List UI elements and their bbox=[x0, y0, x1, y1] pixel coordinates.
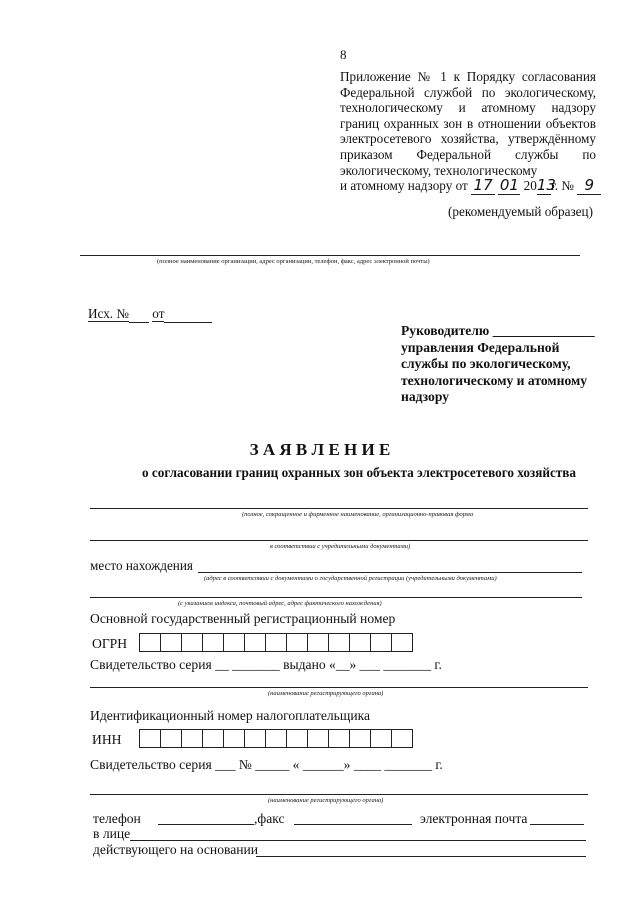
location-line[interactable] bbox=[198, 572, 582, 573]
ogrn-cell[interactable] bbox=[160, 633, 182, 652]
person-label: в лице bbox=[93, 826, 131, 841]
inn-cell[interactable] bbox=[391, 729, 413, 748]
date-day: 17 bbox=[471, 178, 495, 195]
appendix-date-line bbox=[340, 178, 596, 195]
caption-organ-1: (наименование регистрирующего органа) bbox=[268, 690, 384, 697]
addressee-block bbox=[401, 323, 595, 406]
ogrn-heading: Основной государственный регистрационный номер bbox=[90, 611, 396, 626]
inn-cell[interactable] bbox=[328, 729, 350, 748]
addressee-line: Руководителю _______________ bbox=[401, 323, 595, 338]
ogrn-cell[interactable] bbox=[244, 633, 266, 652]
inn-cell[interactable] bbox=[307, 729, 329, 748]
organ2-line[interactable] bbox=[90, 794, 588, 795]
appendix-line: экологическому, технологическому bbox=[340, 162, 538, 178]
year-prefix: 20 bbox=[523, 178, 537, 194]
year-postfix: г. № bbox=[550, 178, 574, 194]
fullname-line[interactable] bbox=[90, 508, 588, 509]
outgoing-from: от bbox=[152, 306, 165, 321]
inn-cell[interactable] bbox=[265, 729, 287, 748]
ogrn-cell[interactable] bbox=[307, 633, 329, 652]
outgoing-number bbox=[88, 306, 212, 323]
ogrn-cell[interactable] bbox=[202, 633, 224, 652]
appendix-line: Приложение № 1 к Порядку согласования bbox=[340, 69, 596, 84]
fax-field[interactable] bbox=[294, 824, 412, 825]
addressee-line: службы по экологическому, bbox=[401, 356, 571, 371]
order-number: 9 bbox=[577, 178, 601, 195]
date-month: 01 bbox=[499, 176, 519, 195]
caption-postal: (с указанием индекса, почтовый адрес, адрес фактического нахождения) bbox=[178, 600, 382, 607]
addressee-line: управления Федеральной bbox=[401, 339, 560, 355]
basis-label: действующего на основании bbox=[93, 842, 259, 857]
appendix-line: технологическому и атомному надзору bbox=[340, 100, 596, 116]
caption-charter: в соответствии с учредительными документами) bbox=[270, 543, 411, 550]
phone-label: телефон bbox=[93, 811, 141, 826]
inn-cell[interactable] bbox=[181, 729, 203, 748]
inn-label: ИНН bbox=[92, 732, 122, 747]
caption-address: (адрес в соответствии с документами о государственной регистрации (учредительными документами) bbox=[204, 575, 497, 582]
postal-line[interactable] bbox=[90, 597, 582, 598]
ogrn-cell[interactable] bbox=[391, 633, 413, 652]
document-subtitle: о согласовании границ охранных зон объекта электросетевого хозяйства bbox=[142, 465, 577, 480]
inn-cell[interactable] bbox=[370, 729, 392, 748]
appendix-line: приказом Федеральной службы по bbox=[340, 146, 596, 162]
inn-heading: Идентификационный номер налогоплательщика bbox=[90, 708, 371, 723]
org-caption: (полное наименование организации, адрес организации, телефон, факс, адрес электронной почты) bbox=[157, 258, 430, 265]
charter-line[interactable] bbox=[90, 540, 588, 541]
ogrn-cell[interactable] bbox=[139, 633, 161, 652]
org-line[interactable] bbox=[80, 255, 580, 256]
ogrn-cell[interactable] bbox=[181, 633, 203, 652]
date-prefix: и атомному надзору от bbox=[340, 178, 468, 194]
email-field[interactable] bbox=[530, 824, 584, 825]
phone-field[interactable] bbox=[158, 824, 254, 825]
inn-cell[interactable] bbox=[160, 729, 182, 748]
ogrn-cell[interactable] bbox=[328, 633, 350, 652]
appendix-line: электросетевого хозяйства, утверждённому bbox=[340, 131, 596, 147]
appendix-line: границ охранных зон в отношении объектов bbox=[340, 115, 596, 131]
ogrn-cell[interactable] bbox=[265, 633, 287, 652]
fax-label: ,факс bbox=[254, 811, 285, 826]
ogrn-cell[interactable] bbox=[286, 633, 308, 652]
ogrn-cell[interactable] bbox=[349, 633, 371, 652]
email-label: электронная почта bbox=[420, 811, 528, 826]
inn-cell[interactable] bbox=[223, 729, 245, 748]
inn-cell[interactable] bbox=[139, 729, 161, 748]
outgoing-label: Исх. № bbox=[88, 306, 129, 321]
page-number: 8 bbox=[340, 47, 347, 62]
ogrn-cell[interactable] bbox=[370, 633, 392, 652]
caption-organ-2: (наименование регистрирующего органа) bbox=[268, 797, 384, 804]
ogrn-label: ОГРН bbox=[92, 636, 128, 651]
certificate-2: Свидетельство серия ___ № _____ « ______» ____ _______ г. bbox=[90, 757, 443, 772]
organ1-line[interactable] bbox=[90, 687, 588, 688]
year-suffix: 13 bbox=[536, 176, 556, 195]
sample-note: (рекомендуемый образец) bbox=[448, 204, 593, 219]
appendix-block bbox=[340, 69, 596, 195]
inn-cell[interactable] bbox=[349, 729, 371, 748]
document-title: З А Я В Л Е Н И Е bbox=[249, 440, 391, 459]
inn-cell[interactable] bbox=[244, 729, 266, 748]
basis-field[interactable] bbox=[256, 856, 586, 857]
inn-cell[interactable] bbox=[202, 729, 224, 748]
inn-cell[interactable] bbox=[286, 729, 308, 748]
certificate-1: Свидетельство серия __ _______ выдано «__» ___ _______ г. bbox=[90, 657, 442, 672]
addressee-line: технологическому и атомному bbox=[401, 372, 588, 388]
caption-fullname: (полное, сокращенное и фирменное наименование, организационно-правовая форма bbox=[242, 511, 474, 518]
person-field[interactable] bbox=[130, 840, 586, 841]
location-label: место нахождения bbox=[90, 558, 193, 573]
addressee-line: надзору bbox=[401, 389, 450, 404]
ogrn-cell[interactable] bbox=[223, 633, 245, 652]
appendix-line: Федеральной службой по экологическому, bbox=[340, 84, 596, 100]
